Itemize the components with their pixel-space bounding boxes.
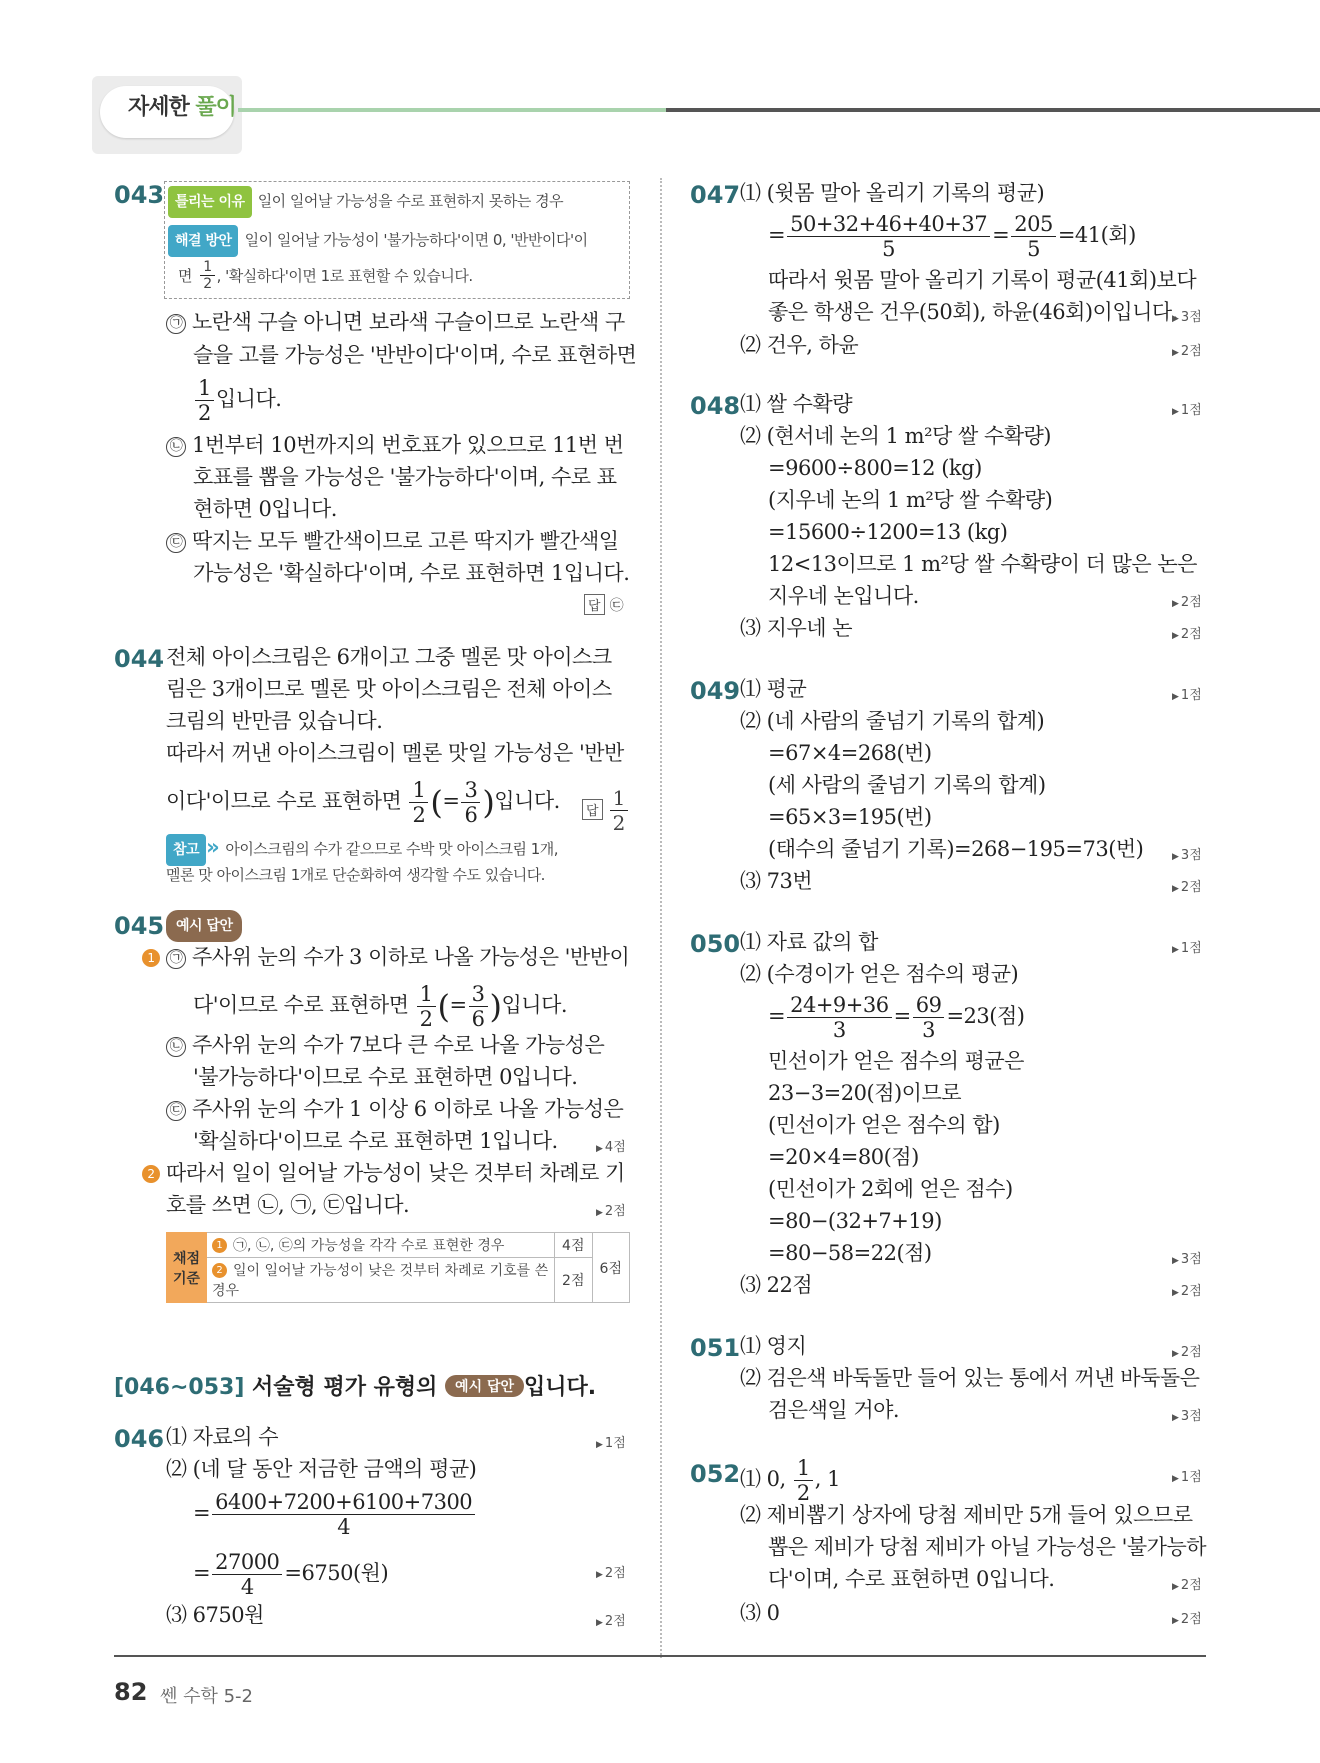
question-number: 044 bbox=[114, 645, 165, 673]
solution-line: =20×4=80(점) bbox=[768, 1145, 919, 1169]
solution-line: =15600÷1200=13 (kg) bbox=[768, 520, 1008, 544]
fraction: $\frac{27000}{4}$ bbox=[212, 1550, 282, 1599]
reference-tag: 참고 bbox=[166, 834, 206, 866]
solution-line: 뽑은 제비가 당첨 제비가 아닐 가능성은 '불가능하 bbox=[768, 1535, 1207, 1559]
header-rule-dark bbox=[666, 108, 1320, 112]
points: ▶ 2점 bbox=[1172, 1341, 1202, 1360]
question-number: 049 bbox=[690, 677, 741, 705]
solution-line: (태수의 줄넘기 기록)=268−195=73(번) bbox=[768, 837, 1144, 861]
solution-line: ㉢ 딱지는 모두 빨간색이므로 고른 딱지가 빨간색일 bbox=[166, 526, 619, 556]
solution-line: 2 따라서 일이 일어날 가능성이 낮은 것부터 차례로 기 bbox=[142, 1158, 625, 1188]
points: ▶ 2점 bbox=[1172, 1574, 1202, 1593]
fraction: $\frac{1}{2}$ bbox=[195, 376, 214, 425]
answer: 답 ㉢ bbox=[584, 594, 624, 615]
solution-line: ⑴ 쌀 수확량 bbox=[740, 392, 852, 416]
question-number: 046 bbox=[114, 1425, 165, 1453]
solution-line: ⑵ (네 사람의 줄넘기 기록의 합계) bbox=[740, 709, 1045, 733]
points: ▶ 1점 bbox=[1172, 399, 1202, 418]
solution-line: 호를 쓰면 ㉡, ㉠, ㉢입니다. bbox=[166, 1193, 410, 1217]
fraction: $\frac{6400+7200+6100+7300}{4}$ bbox=[212, 1490, 475, 1539]
solution-line: ⑴ 0, $\frac{1}{2}$ , 1 bbox=[740, 1456, 840, 1505]
points: ▶ 2점 bbox=[1172, 340, 1202, 359]
points: ▶ 3점 bbox=[1172, 306, 1202, 325]
fraction: $\frac{1}{2}$ bbox=[610, 786, 629, 835]
footer-rule bbox=[114, 1655, 1206, 1657]
fix-method: 해결 방안 일이 일어날 가능성이 '불가능하다'이면 0, '반반이다'이 bbox=[168, 223, 588, 257]
solution-line: =9600÷800=12 (kg) bbox=[768, 456, 982, 480]
solution-line: (세 사람의 줄넘기 기록의 합계) bbox=[768, 773, 1046, 797]
points: ▶ 2점 bbox=[596, 1562, 626, 1581]
solution-line: ⑶ 6750원 bbox=[166, 1603, 264, 1627]
points: ▶ 3점 bbox=[1172, 1248, 1202, 1267]
solution-line: 크림의 반만큼 있습니다. bbox=[166, 709, 383, 733]
solution-line: (지우네 논의 1 m²당 쌀 수확량) bbox=[768, 488, 1053, 512]
fraction: $\frac{3}{6}$ bbox=[461, 778, 480, 827]
solution-line: '확실하다'이므로 수로 표현하면 1입니다. bbox=[193, 1129, 558, 1153]
solution-line: ⑴ (윗몸 말아 올리기 기록의 평균) bbox=[740, 181, 1045, 205]
page-number: 82 bbox=[114, 1678, 148, 1706]
fraction: $\frac{1}{2}$ bbox=[409, 778, 428, 827]
solution-line: 따라서 꺼낸 아이스크림이 멜론 맛일 가능성은 '반반 bbox=[166, 741, 624, 765]
solution-line: 다'이며, 수로 표현하면 0입니다. bbox=[768, 1567, 1055, 1591]
solution-line: ㉢ 주사위 눈의 수가 1 이상 6 이하로 나올 가능성은 bbox=[166, 1094, 623, 1124]
fraction: $\frac{69}{3}$ bbox=[913, 993, 945, 1042]
solution-line: 검은색일 거야. bbox=[768, 1398, 900, 1422]
fraction: $\frac{3}{6}$ bbox=[469, 982, 488, 1031]
solution-line: 가능성은 '확실하다'이며, 수로 표현하면 1입니다. bbox=[193, 561, 630, 585]
question-number: 045 bbox=[114, 912, 165, 940]
points: ▶ 3점 bbox=[1172, 1405, 1202, 1424]
solution-line: ⑴ 자료 값의 합 bbox=[740, 930, 878, 954]
solution-line: 따라서 윗몸 말아 올리기 기록이 평균(41회)보다 bbox=[768, 268, 1197, 292]
solution-line: 다'이므로 수로 표현하면 $\frac{1}{2}$ (= $\frac{3}{6}$ )입니다. bbox=[193, 982, 568, 1031]
solution-line: ⑴ 평균 bbox=[740, 677, 807, 701]
solution-line: 슬을 고를 가능성은 '반반이다'이며, 수로 표현하면 bbox=[193, 343, 637, 367]
fraction: $\frac{205}{5}$ bbox=[1011, 212, 1056, 261]
solution-line: 현하면 0입니다. bbox=[193, 497, 337, 521]
solution-line: =67×4=268(번) bbox=[768, 741, 932, 765]
solution-line: 1 ㉠ 주사위 눈의 수가 3 이하로 나올 가능성은 '반반이 bbox=[142, 942, 629, 972]
book-title: 쎈 수학 5-2 bbox=[160, 1686, 254, 1707]
points: ▶ 2점 bbox=[1172, 591, 1202, 610]
points: ▶ 3점 bbox=[1172, 844, 1202, 863]
grading-criteria: 채점 기준 1 ㉠, ㉡, ㉢의 가능성을 각각 수로 표현한 경우 4점 6점 2 일이 일어날 가능성이 낮은 것부터 차례로 기호를 쓴 경우 2점 bbox=[166, 1232, 630, 1303]
solution-line: ⑵ 제비뽑기 상자에 당첨 제비만 5개 들어 있으므로 bbox=[740, 1503, 1193, 1527]
solution-line: ⑴ 자료의 수 bbox=[166, 1425, 278, 1449]
solution-line: (민선이가 2회에 얻은 점수) bbox=[768, 1177, 1013, 1201]
solution-line: (민선이가 얻은 점수의 합) bbox=[768, 1113, 1000, 1137]
solution-line: = $\frac{24+9+36}{3}$ = $\frac{69}{3}$ =23(점) bbox=[768, 993, 1025, 1042]
solution-line: ⑶ 0 bbox=[740, 1601, 780, 1625]
fraction: $\frac{24+9+36}{3}$ bbox=[787, 993, 892, 1042]
solution-line: ⑵ (수경이가 얻은 점수의 평균) bbox=[740, 962, 1019, 986]
fraction: $\frac{1}{2}$ bbox=[794, 1456, 813, 1505]
solution-line: ㉡ 1번부터 10번까지의 번호표가 있으므로 11번 번 bbox=[166, 430, 624, 460]
solution-line: $\frac{1}{2}$ 입니다. bbox=[193, 376, 281, 425]
fix-method-cont: 면 $\frac{1}{2}$ , '확실하다'이면 1로 표현할 수 있습니다. bbox=[178, 259, 473, 292]
wrong-reason-tag: 틀리는 이유 bbox=[168, 186, 252, 218]
points: ▶ 1점 bbox=[1172, 1466, 1202, 1485]
header-rule-green bbox=[238, 108, 666, 112]
question-number: 043 bbox=[114, 181, 165, 209]
points: ▶ 2점 bbox=[596, 1200, 626, 1219]
reference-note-cont: 멜론 맛 아이스크림 1개로 단순화하여 생각할 수도 있습니다. bbox=[166, 866, 545, 884]
points: ▶ 2점 bbox=[1172, 1280, 1202, 1299]
points: ▶ 1점 bbox=[596, 1432, 626, 1451]
solution-line: =80−58=22(점) bbox=[768, 1241, 932, 1265]
question-number: 051 bbox=[690, 1334, 741, 1362]
question-number: 050 bbox=[690, 930, 741, 958]
wrong-reason: 틀리는 이유 일이 일어날 가능성을 수로 표현하지 못하는 경우 bbox=[168, 184, 563, 218]
solution-line: 호표를 뽑을 가능성은 '불가능하다'이며, 수로 표 bbox=[193, 465, 617, 489]
fraction: $\frac{1}{2}$ bbox=[417, 982, 436, 1031]
points: ▶ 2점 bbox=[1172, 876, 1202, 895]
example-answer-pill: 예시 답안 bbox=[166, 910, 242, 942]
header-title: 자세한 풀이 bbox=[128, 95, 236, 120]
solution-line: 림은 3개이므로 멜론 맛 아이스크림은 전체 아이스 bbox=[166, 677, 612, 701]
column-divider bbox=[660, 178, 662, 1658]
solution-line: 좋은 학생은 건우(50회), 하윤(46회)이입니다. bbox=[768, 300, 1178, 324]
reference-note: 참고 » 아이스크림의 수가 같으므로 수박 맛 아이스크림 1개, bbox=[166, 832, 558, 866]
grading-total: 6점 bbox=[592, 1233, 630, 1303]
grading-label: 채점 기준 bbox=[167, 1233, 207, 1303]
solution-line: '불가능하다'이므로 수로 표현하면 0입니다. bbox=[193, 1065, 578, 1089]
question-number: 052 bbox=[690, 1460, 741, 1488]
points: ▶ 1점 bbox=[1172, 684, 1202, 703]
fix-method-tag: 해결 방안 bbox=[168, 225, 238, 257]
solution-line: ⑵ (네 달 동안 저금한 금액의 평균) bbox=[166, 1457, 477, 1481]
solution-line: = $\frac{27000}{4}$ =6750(원) bbox=[193, 1550, 389, 1599]
fraction: $\frac{50+32+46+40+37}{5}$ bbox=[787, 212, 990, 261]
question-number: 047 bbox=[690, 181, 741, 209]
points: ▶ 1점 bbox=[1172, 937, 1202, 956]
solution-line: 이다'이므로 수로 표현하면 $\frac{1}{2}$ (= $\frac{3}{6}$ )입니다. bbox=[166, 778, 560, 827]
section-title: [046~053] 서술형 평가 유형의 예시 답안 입니다. bbox=[114, 1375, 597, 1400]
solution-line: ㉡ 주사위 눈의 수가 7보다 큰 수로 나올 가능성은 bbox=[166, 1030, 604, 1060]
solution-line: = $\frac{6400+7200+6100+7300}{4}$ bbox=[193, 1490, 477, 1539]
solution-line: =80−(32+7+19) bbox=[768, 1209, 942, 1233]
solution-line: ⑵ 검은색 바둑돌만 들어 있는 통에서 꺼낸 바둑돌은 bbox=[740, 1366, 1200, 1390]
question-number: 048 bbox=[690, 392, 741, 420]
solution-line: 23−3=20(점)이므로 bbox=[768, 1081, 962, 1105]
solution-line: ㉠ 노란색 구슬 아니면 보라색 구슬이므로 노란색 구 bbox=[166, 307, 625, 337]
solution-line: 12<13이므로 1 m²당 쌀 수확량이 더 많은 논은 bbox=[768, 552, 1197, 576]
solution-line: ⑵ (현서네 논의 1 m²당 쌀 수확량) bbox=[740, 424, 1051, 448]
solution-line: 지우네 논입니다. bbox=[768, 584, 919, 608]
solution-line: ⑶ 22점 bbox=[740, 1273, 813, 1297]
points: ▶ 2점 bbox=[1172, 1608, 1202, 1627]
solution-line: ⑴ 영지 bbox=[740, 1334, 807, 1358]
solution-line: ⑵ 건우, 하윤 bbox=[740, 333, 859, 357]
solution-line: =65×3=195(번) bbox=[768, 805, 932, 829]
solution-line: = $\frac{50+32+46+40+37}{5}$ = $\frac{205}{5}$ =41(회) bbox=[768, 212, 1136, 261]
points: ▶ 2점 bbox=[1172, 623, 1202, 642]
solution-line: ⑶ 지우네 논 bbox=[740, 616, 852, 640]
fraction: $\frac{1}{2}$ bbox=[200, 259, 214, 292]
solution-line: ⑶ 73번 bbox=[740, 869, 813, 893]
solution-line: 민선이가 얻은 점수의 평균은 bbox=[768, 1049, 1024, 1073]
solution-line: 전체 아이스크림은 6개이고 그중 멜론 맛 아이스크 bbox=[166, 645, 612, 669]
answer: 답 $\frac{1}{2}$ bbox=[582, 786, 630, 835]
points: ▶ 2점 bbox=[596, 1610, 626, 1629]
points: ▶ 4점 bbox=[596, 1136, 626, 1155]
